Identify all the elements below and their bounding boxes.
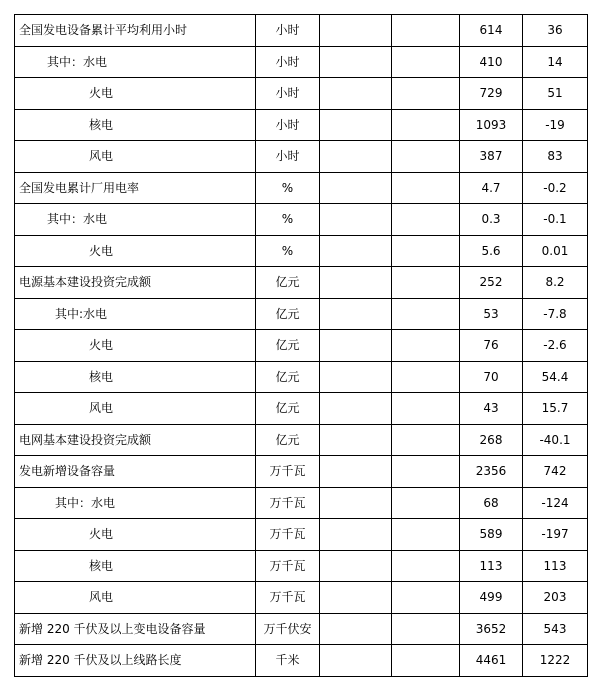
row-label: 电源基本建设投资完成额 [15, 267, 256, 299]
row-empty-cell [392, 550, 460, 582]
table-row [15, 550, 588, 582]
row-empty-cell [392, 235, 460, 267]
row-change: 203 [523, 582, 588, 614]
row-empty-cell [392, 645, 460, 677]
row-empty-cell [320, 393, 392, 425]
row-change: 54.4 [523, 361, 588, 393]
row-label: 核电 [15, 550, 256, 582]
row-change: -124 [523, 487, 588, 519]
row-unit: 万千瓦 [256, 456, 320, 488]
row-unit: 亿元 [256, 267, 320, 299]
row-change: 1222 [523, 645, 588, 677]
row-empty-cell [320, 267, 392, 299]
table-row [15, 582, 588, 614]
table-row [15, 330, 588, 362]
row-unit: 小时 [256, 141, 320, 173]
row-label: 发电新增设备容量 [15, 456, 256, 488]
row-label: 其中：水电 [15, 487, 256, 519]
row-value: 70 [460, 361, 523, 393]
row-empty-cell [320, 109, 392, 141]
row-unit: 亿元 [256, 330, 320, 362]
row-change: 14 [523, 46, 588, 78]
row-empty-cell [392, 456, 460, 488]
row-unit: 亿元 [256, 361, 320, 393]
row-value: 68 [460, 487, 523, 519]
table-row [15, 267, 588, 299]
row-change: 742 [523, 456, 588, 488]
row-unit: 千米 [256, 645, 320, 677]
row-value: 43 [460, 393, 523, 425]
table-row [15, 424, 588, 456]
row-unit: 亿元 [256, 298, 320, 330]
row-empty-cell [320, 456, 392, 488]
row-empty-cell [392, 15, 460, 47]
row-value: 268 [460, 424, 523, 456]
row-change: -2.6 [523, 330, 588, 362]
row-value: 729 [460, 78, 523, 110]
row-empty-cell [392, 109, 460, 141]
row-empty-cell [392, 330, 460, 362]
row-value: 252 [460, 267, 523, 299]
row-unit: % [256, 235, 320, 267]
row-value: 410 [460, 46, 523, 78]
row-value: 3652 [460, 613, 523, 645]
row-label: 火电 [15, 78, 256, 110]
row-change: 15.7 [523, 393, 588, 425]
row-empty-cell [320, 46, 392, 78]
row-label: 全国发电设备累计平均利用小时 [15, 15, 256, 47]
row-empty-cell [320, 15, 392, 47]
row-empty-cell [392, 46, 460, 78]
row-empty-cell [320, 298, 392, 330]
row-empty-cell [392, 393, 460, 425]
row-unit: 小时 [256, 15, 320, 47]
row-label: 新增 220 千伏及以上线路长度 [15, 645, 256, 677]
row-change: -7.8 [523, 298, 588, 330]
row-value: 4461 [460, 645, 523, 677]
table-row [15, 361, 588, 393]
table-row [15, 235, 588, 267]
row-empty-cell [320, 645, 392, 677]
row-unit: 小时 [256, 46, 320, 78]
row-change: 83 [523, 141, 588, 173]
row-value: 2356 [460, 456, 523, 488]
table-row [15, 172, 588, 204]
row-label: 风电 [15, 393, 256, 425]
row-unit: 万千伏安 [256, 613, 320, 645]
table-row [15, 46, 588, 78]
table-row [15, 15, 588, 47]
table-row [15, 613, 588, 645]
row-label: 火电 [15, 235, 256, 267]
table-row [15, 204, 588, 236]
row-unit: 亿元 [256, 424, 320, 456]
row-empty-cell [320, 78, 392, 110]
row-change: -0.1 [523, 204, 588, 236]
row-unit: 万千瓦 [256, 550, 320, 582]
table-body [15, 15, 588, 677]
row-change: -40.1 [523, 424, 588, 456]
row-value: 0.3 [460, 204, 523, 236]
row-unit: 小时 [256, 109, 320, 141]
row-empty-cell [320, 519, 392, 551]
row-unit: 小时 [256, 78, 320, 110]
row-empty-cell [320, 204, 392, 236]
row-empty-cell [320, 330, 392, 362]
row-empty-cell [320, 141, 392, 173]
row-empty-cell [320, 172, 392, 204]
table-row [15, 109, 588, 141]
table-row [15, 393, 588, 425]
row-label: 风电 [15, 141, 256, 173]
row-empty-cell [392, 487, 460, 519]
row-value: 113 [460, 550, 523, 582]
row-value: 5.6 [460, 235, 523, 267]
table-row [15, 78, 588, 110]
row-empty-cell [392, 519, 460, 551]
row-empty-cell [320, 361, 392, 393]
row-empty-cell [392, 204, 460, 236]
table-row [15, 487, 588, 519]
row-value: 614 [460, 15, 523, 47]
statistics-table-container [14, 14, 588, 677]
row-empty-cell [320, 582, 392, 614]
row-empty-cell [320, 235, 392, 267]
row-label: 新增 220 千伏及以上变电设备容量 [15, 613, 256, 645]
row-unit: % [256, 204, 320, 236]
row-label: 火电 [15, 519, 256, 551]
row-empty-cell [392, 172, 460, 204]
row-label: 全国发电累计厂用电率 [15, 172, 256, 204]
row-change: 36 [523, 15, 588, 47]
row-empty-cell [320, 550, 392, 582]
row-value: 499 [460, 582, 523, 614]
row-change: -19 [523, 109, 588, 141]
row-empty-cell [392, 613, 460, 645]
row-empty-cell [392, 141, 460, 173]
row-empty-cell [320, 424, 392, 456]
row-value: 53 [460, 298, 523, 330]
row-label: 其中：水电 [15, 204, 256, 236]
row-label: 核电 [15, 109, 256, 141]
row-change: 51 [523, 78, 588, 110]
row-change: -0.2 [523, 172, 588, 204]
row-empty-cell [392, 267, 460, 299]
row-value: 387 [460, 141, 523, 173]
row-unit: 万千瓦 [256, 582, 320, 614]
table-row [15, 298, 588, 330]
row-change: 8.2 [523, 267, 588, 299]
table-row [15, 456, 588, 488]
table-row [15, 141, 588, 173]
row-empty-cell [392, 582, 460, 614]
row-label: 电网基本建设投资完成额 [15, 424, 256, 456]
row-unit: % [256, 172, 320, 204]
row-label: 其中:水电 [15, 298, 256, 330]
row-value: 76 [460, 330, 523, 362]
row-empty-cell [392, 78, 460, 110]
row-empty-cell [392, 424, 460, 456]
row-value: 589 [460, 519, 523, 551]
row-value: 1093 [460, 109, 523, 141]
row-empty-cell [392, 298, 460, 330]
table-row [15, 519, 588, 551]
power-statistics-table [14, 14, 588, 677]
row-empty-cell [320, 487, 392, 519]
table-row [15, 645, 588, 677]
row-label: 火电 [15, 330, 256, 362]
row-empty-cell [392, 361, 460, 393]
row-label: 其中：水电 [15, 46, 256, 78]
row-unit: 亿元 [256, 393, 320, 425]
row-change: 0.01 [523, 235, 588, 267]
row-value: 4.7 [460, 172, 523, 204]
row-unit: 万千瓦 [256, 487, 320, 519]
row-change: 543 [523, 613, 588, 645]
row-empty-cell [320, 613, 392, 645]
row-label: 风电 [15, 582, 256, 614]
row-change: 113 [523, 550, 588, 582]
row-label: 核电 [15, 361, 256, 393]
row-unit: 万千瓦 [256, 519, 320, 551]
row-change: -197 [523, 519, 588, 551]
